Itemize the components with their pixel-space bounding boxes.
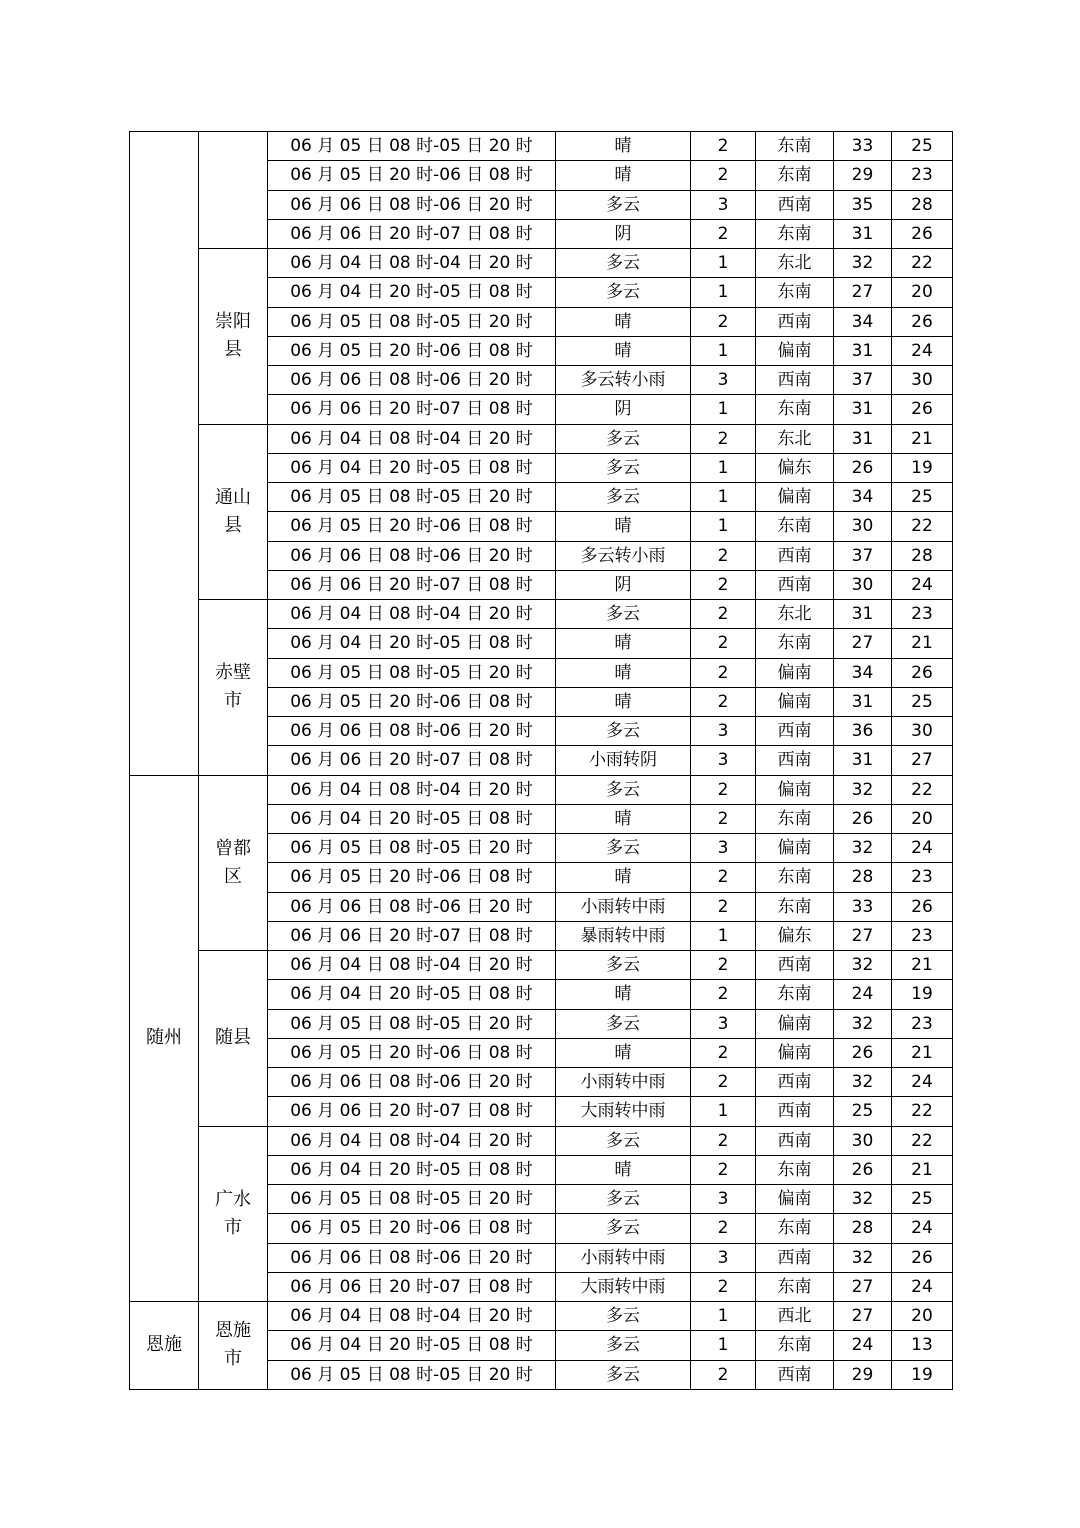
time-period-cell: 06 月 05 日 08 时-05 日 20 时 <box>268 658 556 687</box>
min-temp-cell: 30 <box>892 366 953 395</box>
min-temp-cell: 21 <box>892 629 953 658</box>
wind-level-cell: 2 <box>691 219 756 248</box>
county-cell <box>199 249 268 425</box>
wind-direction-cell: 东北 <box>756 600 834 629</box>
weather-cell: 多云 <box>556 483 691 512</box>
max-temp-cell: 31 <box>834 219 892 248</box>
wind-level-cell: 2 <box>691 687 756 716</box>
max-temp-cell: 27 <box>834 1272 892 1301</box>
min-temp-cell: 24 <box>892 1272 953 1301</box>
time-period-cell: 06 月 04 日 20 时-05 日 08 时 <box>268 1155 556 1184</box>
weather-cell: 晴 <box>556 658 691 687</box>
max-temp-cell: 26 <box>834 1155 892 1184</box>
min-temp-cell: 26 <box>892 219 953 248</box>
county-name: 通山县 <box>215 486 251 536</box>
time-period-cell: 06 月 04 日 20 时-05 日 08 时 <box>268 629 556 658</box>
max-temp-cell: 32 <box>834 1068 892 1097</box>
max-temp-cell: 26 <box>834 804 892 833</box>
table-row <box>130 600 953 629</box>
max-temp-cell: 29 <box>834 161 892 190</box>
max-temp-cell: 37 <box>834 541 892 570</box>
weather-cell: 小雨转中雨 <box>556 1068 691 1097</box>
min-temp-cell: 23 <box>892 863 953 892</box>
weather-cell: 多云 <box>556 1214 691 1243</box>
max-temp-cell: 33 <box>834 132 892 161</box>
min-temp-cell: 28 <box>892 541 953 570</box>
wind-direction-cell: 东南 <box>756 512 834 541</box>
max-temp-cell: 31 <box>834 395 892 424</box>
city-cell <box>130 1302 199 1390</box>
weather-cell: 多云 <box>556 453 691 482</box>
wind-direction-cell: 东南 <box>756 892 834 921</box>
min-temp-cell: 25 <box>892 132 953 161</box>
table-row <box>130 1126 953 1155</box>
max-temp-cell: 25 <box>834 1097 892 1126</box>
wind-level-cell: 1 <box>691 395 756 424</box>
time-period-cell: 06 月 06 日 20 时-07 日 08 时 <box>268 1272 556 1301</box>
time-period-cell: 06 月 04 日 20 时-05 日 08 时 <box>268 278 556 307</box>
county-name: 崇阳县 <box>215 311 251 361</box>
wind-level-cell: 2 <box>691 658 756 687</box>
wind-level-cell: 2 <box>691 1126 756 1155</box>
wind-direction-cell: 东南 <box>756 1214 834 1243</box>
table-row <box>130 951 953 980</box>
max-temp-cell: 28 <box>834 863 892 892</box>
wind-direction-cell: 西南 <box>756 570 834 599</box>
wind-level-cell: 2 <box>691 132 756 161</box>
table-row <box>130 424 953 453</box>
city-name: 恩施 <box>146 1334 182 1356</box>
weather-cell: 小雨转中雨 <box>556 1243 691 1272</box>
time-period-cell: 06 月 06 日 08 时-06 日 20 时 <box>268 892 556 921</box>
wind-level-cell: 1 <box>691 512 756 541</box>
min-temp-cell: 26 <box>892 395 953 424</box>
time-period-cell: 06 月 06 日 20 时-07 日 08 时 <box>268 395 556 424</box>
max-temp-cell: 29 <box>834 1360 892 1389</box>
weather-cell: 多云 <box>556 1302 691 1331</box>
wind-level-cell: 2 <box>691 1360 756 1389</box>
min-temp-cell: 25 <box>892 687 953 716</box>
max-temp-cell: 32 <box>834 951 892 980</box>
wind-direction-cell: 东南 <box>756 278 834 307</box>
min-temp-cell: 25 <box>892 1185 953 1214</box>
wind-level-cell: 1 <box>691 1302 756 1331</box>
wind-direction-cell: 偏南 <box>756 1185 834 1214</box>
wind-direction-cell: 西南 <box>756 1243 834 1272</box>
time-period-cell: 06 月 04 日 08 时-04 日 20 时 <box>268 1126 556 1155</box>
time-period-cell: 06 月 05 日 08 时-05 日 20 时 <box>268 307 556 336</box>
county-cell <box>199 1302 268 1390</box>
weather-cell: 暴雨转中雨 <box>556 921 691 950</box>
max-temp-cell: 28 <box>834 1214 892 1243</box>
wind-level-cell: 1 <box>691 483 756 512</box>
weather-cell: 晴 <box>556 1155 691 1184</box>
wind-level-cell: 2 <box>691 570 756 599</box>
max-temp-cell: 27 <box>834 1302 892 1331</box>
max-temp-cell: 26 <box>834 453 892 482</box>
weather-cell: 多云 <box>556 1126 691 1155</box>
wind-level-cell: 2 <box>691 161 756 190</box>
wind-direction-cell: 偏东 <box>756 453 834 482</box>
max-temp-cell: 27 <box>834 629 892 658</box>
wind-direction-cell: 偏东 <box>756 921 834 950</box>
max-temp-cell: 37 <box>834 366 892 395</box>
min-temp-cell: 22 <box>892 1097 953 1126</box>
wind-direction-cell: 偏南 <box>756 775 834 804</box>
min-temp-cell: 22 <box>892 249 953 278</box>
wind-level-cell: 2 <box>691 892 756 921</box>
time-period-cell: 06 月 05 日 08 时-05 日 20 时 <box>268 1185 556 1214</box>
wind-level-cell: 1 <box>691 1331 756 1360</box>
county-name: 广水市 <box>215 1188 251 1238</box>
weather-cell: 多云 <box>556 1360 691 1389</box>
weather-cell: 多云 <box>556 1331 691 1360</box>
wind-direction-cell: 东南 <box>756 395 834 424</box>
wind-level-cell: 2 <box>691 1155 756 1184</box>
max-temp-cell: 24 <box>834 980 892 1009</box>
county-cell <box>199 132 268 249</box>
min-temp-cell: 26 <box>892 658 953 687</box>
time-period-cell: 06 月 06 日 20 时-07 日 08 时 <box>268 746 556 775</box>
weather-cell: 晴 <box>556 629 691 658</box>
min-temp-cell: 19 <box>892 980 953 1009</box>
max-temp-cell: 31 <box>834 424 892 453</box>
time-period-cell: 06 月 05 日 20 时-06 日 08 时 <box>268 336 556 365</box>
wind-direction-cell: 东北 <box>756 249 834 278</box>
max-temp-cell: 30 <box>834 1126 892 1155</box>
county-cell <box>199 424 268 600</box>
wind-direction-cell: 西南 <box>756 951 834 980</box>
wind-level-cell: 2 <box>691 863 756 892</box>
wind-level-cell: 2 <box>691 541 756 570</box>
time-period-cell: 06 月 06 日 08 时-06 日 20 时 <box>268 190 556 219</box>
time-period-cell: 06 月 04 日 08 时-04 日 20 时 <box>268 424 556 453</box>
wind-direction-cell: 东南 <box>756 629 834 658</box>
weather-cell: 阴 <box>556 570 691 599</box>
wind-level-cell: 1 <box>691 278 756 307</box>
max-temp-cell: 33 <box>834 892 892 921</box>
wind-direction-cell: 东南 <box>756 980 834 1009</box>
weather-cell: 多云 <box>556 717 691 746</box>
weather-cell: 晴 <box>556 512 691 541</box>
min-temp-cell: 21 <box>892 424 953 453</box>
time-period-cell: 06 月 04 日 20 时-05 日 08 时 <box>268 804 556 833</box>
wind-direction-cell: 西南 <box>756 746 834 775</box>
wind-direction-cell: 东南 <box>756 219 834 248</box>
weather-cell: 多云 <box>556 951 691 980</box>
max-temp-cell: 32 <box>834 775 892 804</box>
table-row <box>130 775 953 804</box>
county-cell <box>199 775 268 951</box>
wind-level-cell: 2 <box>691 775 756 804</box>
wind-level-cell: 3 <box>691 834 756 863</box>
max-temp-cell: 26 <box>834 1038 892 1067</box>
wind-level-cell: 2 <box>691 804 756 833</box>
min-temp-cell: 19 <box>892 1360 953 1389</box>
min-temp-cell: 30 <box>892 717 953 746</box>
time-period-cell: 06 月 06 日 08 时-06 日 20 时 <box>268 541 556 570</box>
weather-cell: 多云 <box>556 600 691 629</box>
table-row <box>130 132 953 161</box>
county-name: 曾都区 <box>215 837 251 887</box>
max-temp-cell: 32 <box>834 1009 892 1038</box>
min-temp-cell: 13 <box>892 1331 953 1360</box>
max-temp-cell: 32 <box>834 834 892 863</box>
min-temp-cell: 25 <box>892 483 953 512</box>
min-temp-cell: 20 <box>892 1302 953 1331</box>
max-temp-cell: 30 <box>834 570 892 599</box>
city-cell <box>130 132 199 776</box>
weather-cell: 晴 <box>556 687 691 716</box>
weather-cell: 多云 <box>556 1009 691 1038</box>
weather-cell: 多云 <box>556 249 691 278</box>
min-temp-cell: 23 <box>892 921 953 950</box>
wind-level-cell: 1 <box>691 453 756 482</box>
min-temp-cell: 22 <box>892 1126 953 1155</box>
table-row <box>130 1302 953 1331</box>
min-temp-cell: 20 <box>892 278 953 307</box>
weather-cell: 多云 <box>556 190 691 219</box>
min-temp-cell: 22 <box>892 775 953 804</box>
time-period-cell: 06 月 04 日 20 时-05 日 08 时 <box>268 453 556 482</box>
weather-cell: 晴 <box>556 161 691 190</box>
min-temp-cell: 21 <box>892 951 953 980</box>
wind-level-cell: 2 <box>691 600 756 629</box>
time-period-cell: 06 月 04 日 20 时-05 日 08 时 <box>268 980 556 1009</box>
min-temp-cell: 23 <box>892 1009 953 1038</box>
time-period-cell: 06 月 06 日 08 时-06 日 20 时 <box>268 717 556 746</box>
min-temp-cell: 23 <box>892 161 953 190</box>
weather-cell: 多云 <box>556 775 691 804</box>
wind-direction-cell: 西南 <box>756 1360 834 1389</box>
max-temp-cell: 32 <box>834 1185 892 1214</box>
weather-cell: 大雨转中雨 <box>556 1097 691 1126</box>
wind-direction-cell: 西北 <box>756 1302 834 1331</box>
forecast-table <box>129 131 953 1390</box>
time-period-cell: 06 月 05 日 20 时-06 日 08 时 <box>268 1038 556 1067</box>
wind-direction-cell: 西南 <box>756 717 834 746</box>
wind-level-cell: 2 <box>691 1272 756 1301</box>
time-period-cell: 06 月 06 日 20 时-07 日 08 时 <box>268 219 556 248</box>
county-name: 恩施市 <box>215 1320 251 1370</box>
wind-direction-cell: 西南 <box>756 366 834 395</box>
table-row <box>130 249 953 278</box>
wind-direction-cell: 东南 <box>756 161 834 190</box>
max-temp-cell: 34 <box>834 483 892 512</box>
wind-level-cell: 2 <box>691 629 756 658</box>
wind-level-cell: 3 <box>691 366 756 395</box>
city-name: 随州 <box>146 1027 182 1049</box>
min-temp-cell: 27 <box>892 746 953 775</box>
weather-cell: 多云 <box>556 834 691 863</box>
min-temp-cell: 24 <box>892 834 953 863</box>
wind-level-cell: 2 <box>691 1214 756 1243</box>
wind-level-cell: 3 <box>691 1243 756 1272</box>
time-period-cell: 06 月 06 日 08 时-06 日 20 时 <box>268 1068 556 1097</box>
wind-level-cell: 1 <box>691 921 756 950</box>
county-cell <box>199 1126 268 1302</box>
weather-cell: 阴 <box>556 395 691 424</box>
wind-level-cell: 2 <box>691 307 756 336</box>
wind-direction-cell: 东南 <box>756 804 834 833</box>
weather-cell: 多云转小雨 <box>556 541 691 570</box>
county-cell <box>199 600 268 776</box>
min-temp-cell: 28 <box>892 190 953 219</box>
weather-cell: 多云 <box>556 1185 691 1214</box>
wind-direction-cell: 偏南 <box>756 658 834 687</box>
wind-direction-cell: 西南 <box>756 1097 834 1126</box>
county-name: 赤壁市 <box>215 662 251 712</box>
city-cell <box>130 775 199 1302</box>
time-period-cell: 06 月 05 日 08 时-05 日 20 时 <box>268 1009 556 1038</box>
time-period-cell: 06 月 06 日 20 时-07 日 08 时 <box>268 921 556 950</box>
max-temp-cell: 30 <box>834 512 892 541</box>
wind-direction-cell: 偏南 <box>756 336 834 365</box>
wind-direction-cell: 东北 <box>756 424 834 453</box>
wind-level-cell: 2 <box>691 951 756 980</box>
wind-direction-cell: 东南 <box>756 1331 834 1360</box>
min-temp-cell: 24 <box>892 1214 953 1243</box>
wind-direction-cell: 偏南 <box>756 834 834 863</box>
time-period-cell: 06 月 05 日 08 时-05 日 20 时 <box>268 834 556 863</box>
wind-direction-cell: 西南 <box>756 307 834 336</box>
min-temp-cell: 24 <box>892 336 953 365</box>
max-temp-cell: 34 <box>834 658 892 687</box>
min-temp-cell: 26 <box>892 1243 953 1272</box>
weather-cell: 小雨转中雨 <box>556 892 691 921</box>
wind-direction-cell: 偏南 <box>756 1038 834 1067</box>
wind-direction-cell: 偏南 <box>756 687 834 716</box>
wind-direction-cell: 东南 <box>756 863 834 892</box>
wind-level-cell: 3 <box>691 190 756 219</box>
county-cell <box>199 951 268 1127</box>
min-temp-cell: 24 <box>892 570 953 599</box>
time-period-cell: 06 月 05 日 08 时-05 日 20 时 <box>268 1360 556 1389</box>
forecast-table-body <box>130 132 953 1390</box>
max-temp-cell: 34 <box>834 307 892 336</box>
wind-level-cell: 3 <box>691 1185 756 1214</box>
weather-cell: 晴 <box>556 804 691 833</box>
wind-level-cell: 3 <box>691 1009 756 1038</box>
max-temp-cell: 31 <box>834 336 892 365</box>
time-period-cell: 06 月 06 日 08 时-06 日 20 时 <box>268 366 556 395</box>
min-temp-cell: 22 <box>892 512 953 541</box>
wind-direction-cell: 东南 <box>756 1272 834 1301</box>
wind-level-cell: 3 <box>691 717 756 746</box>
wind-level-cell: 2 <box>691 424 756 453</box>
time-period-cell: 06 月 04 日 20 时-05 日 08 时 <box>268 1331 556 1360</box>
wind-direction-cell: 西南 <box>756 1126 834 1155</box>
time-period-cell: 06 月 05 日 20 时-06 日 08 时 <box>268 512 556 541</box>
time-period-cell: 06 月 05 日 20 时-06 日 08 时 <box>268 161 556 190</box>
max-temp-cell: 24 <box>834 1331 892 1360</box>
weather-cell: 晴 <box>556 307 691 336</box>
county-name: 随县 <box>215 1027 251 1049</box>
max-temp-cell: 35 <box>834 190 892 219</box>
min-temp-cell: 26 <box>892 307 953 336</box>
wind-level-cell: 1 <box>691 336 756 365</box>
wind-level-cell: 2 <box>691 1038 756 1067</box>
weather-cell: 多云转小雨 <box>556 366 691 395</box>
weather-cell: 小雨转阴 <box>556 746 691 775</box>
wind-direction-cell: 偏南 <box>756 483 834 512</box>
max-temp-cell: 31 <box>834 746 892 775</box>
weather-cell: 大雨转中雨 <box>556 1272 691 1301</box>
max-temp-cell: 31 <box>834 687 892 716</box>
time-period-cell: 06 月 05 日 08 时-05 日 20 时 <box>268 483 556 512</box>
min-temp-cell: 26 <box>892 892 953 921</box>
wind-level-cell: 3 <box>691 746 756 775</box>
min-temp-cell: 20 <box>892 804 953 833</box>
time-period-cell: 06 月 05 日 08 时-05 日 20 时 <box>268 132 556 161</box>
weather-cell: 晴 <box>556 1038 691 1067</box>
time-period-cell: 06 月 06 日 20 时-07 日 08 时 <box>268 1097 556 1126</box>
weather-cell: 晴 <box>556 336 691 365</box>
wind-direction-cell: 东南 <box>756 132 834 161</box>
weather-cell: 晴 <box>556 863 691 892</box>
max-temp-cell: 36 <box>834 717 892 746</box>
time-period-cell: 06 月 04 日 08 时-04 日 20 时 <box>268 600 556 629</box>
time-period-cell: 06 月 04 日 08 时-04 日 20 时 <box>268 1302 556 1331</box>
weather-cell: 多云 <box>556 424 691 453</box>
time-period-cell: 06 月 06 日 20 时-07 日 08 时 <box>268 570 556 599</box>
time-period-cell: 06 月 04 日 08 时-04 日 20 时 <box>268 249 556 278</box>
max-temp-cell: 27 <box>834 278 892 307</box>
weather-cell: 多云 <box>556 278 691 307</box>
max-temp-cell: 32 <box>834 249 892 278</box>
max-temp-cell: 32 <box>834 1243 892 1272</box>
weather-cell: 晴 <box>556 132 691 161</box>
time-period-cell: 06 月 04 日 08 时-04 日 20 时 <box>268 951 556 980</box>
weather-cell: 晴 <box>556 980 691 1009</box>
wind-level-cell: 1 <box>691 249 756 278</box>
time-period-cell: 06 月 05 日 20 时-06 日 08 时 <box>268 687 556 716</box>
wind-level-cell: 2 <box>691 980 756 1009</box>
time-period-cell: 06 月 06 日 08 时-06 日 20 时 <box>268 1243 556 1272</box>
min-temp-cell: 19 <box>892 453 953 482</box>
wind-direction-cell: 西南 <box>756 541 834 570</box>
min-temp-cell: 21 <box>892 1038 953 1067</box>
min-temp-cell: 23 <box>892 600 953 629</box>
min-temp-cell: 21 <box>892 1155 953 1184</box>
wind-level-cell: 2 <box>691 1068 756 1097</box>
max-temp-cell: 27 <box>834 921 892 950</box>
wind-direction-cell: 东南 <box>756 1155 834 1184</box>
max-temp-cell: 31 <box>834 600 892 629</box>
time-period-cell: 06 月 05 日 20 时-06 日 08 时 <box>268 863 556 892</box>
time-period-cell: 06 月 05 日 20 时-06 日 08 时 <box>268 1214 556 1243</box>
wind-direction-cell: 西南 <box>756 1068 834 1097</box>
min-temp-cell: 24 <box>892 1068 953 1097</box>
wind-direction-cell: 偏南 <box>756 1009 834 1038</box>
wind-level-cell: 1 <box>691 1097 756 1126</box>
time-period-cell: 06 月 04 日 08 时-04 日 20 时 <box>268 775 556 804</box>
weather-cell: 阴 <box>556 219 691 248</box>
wind-direction-cell: 西南 <box>756 190 834 219</box>
